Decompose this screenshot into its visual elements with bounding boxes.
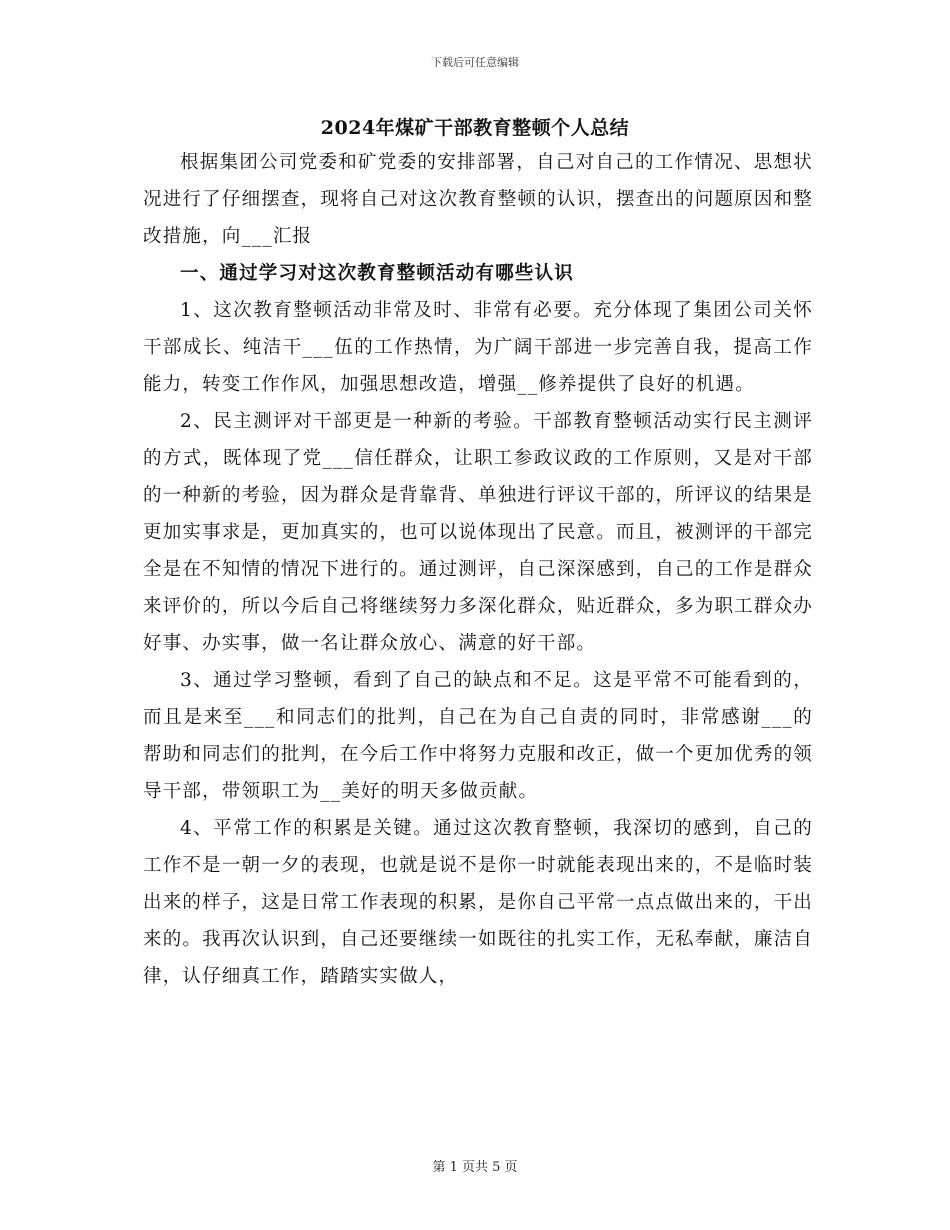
intro-paragraph: 根据集团公司党委和矿党委的安排部署，自己对自己的工作情况、思想状况进行了仔细摆查，现将自己对这次教育整顿的认识，摆查出的问题原因和整改措施，向___汇报 [143,152,813,247]
section-heading: 一、通过学习对这次教育整顿活动有哪些认识 [180,263,575,284]
document-title: 2024年煤矿干部教育整顿个人总结 [320,117,630,139]
item-paragraph-4: 4、平常工作的积累是关键。通过这次教育整顿，我深切的感到，自己的工作不是一朝一夕的表现，也就是说不是你一时就能表现出来的，不是临时装出来的样子，这是日常工作表现的积累，是你自己平常一点点做出来的，干出来的。我再次认识到，自己还要继续一如既往的扎实工作，无私奉献，廉洁自律，认仔细真工作，踏踏实实做人， [143,818,813,987]
page-number: 第 1 页共 5 页 [432,1160,518,1175]
header-note: 下载后可任意编辑 [431,56,519,69]
item-paragraph-3: 3、通过学习整顿，看到了自己的缺点和不足。这是平常不可能看到的，而且是来至___和同志们的批判，自己在为自己自责的同时，非常感谢___的帮助和同志们的批判，在今后工作中将努力克服和改正，做一个更加优秀的领导干部，带领职工为__美好的明天多做贡献。 [143,670,813,802]
item-paragraph-1: 1、这次教育整顿活动非常及时、非常有必要。充分体现了集团公司关怀干部成长、纯洁干___伍的工作热情，为广阔干部进一步完善自我，提高工作能力，转变工作作风，加强思想改造，增强__修养提供了良好的机遇。 [143,300,813,395]
item-paragraph-2: 2、民主测评对干部更是一种新的考验。干部教育整顿活动实行民主测评的方式，既体现了党___信任群众，让职工参政议政的工作原则，又是对干部的一种新的考验，因为群众是背靠背、单独进行评议干部的，所评议的结果是更加实事求是，更加真实的，也可以说体现出了民意。而且，被测评的干部完全是在不知情的情况下进行的。通过测评，自己深深感到，自己的工作是群众来评价的，所以今后自己将继续努力多深化群众，贴近群众，多为职工群众办好事、办实事，做一名让群众放心、满意的好干部。 [143,411,813,654]
document-body [143,144,813,995]
